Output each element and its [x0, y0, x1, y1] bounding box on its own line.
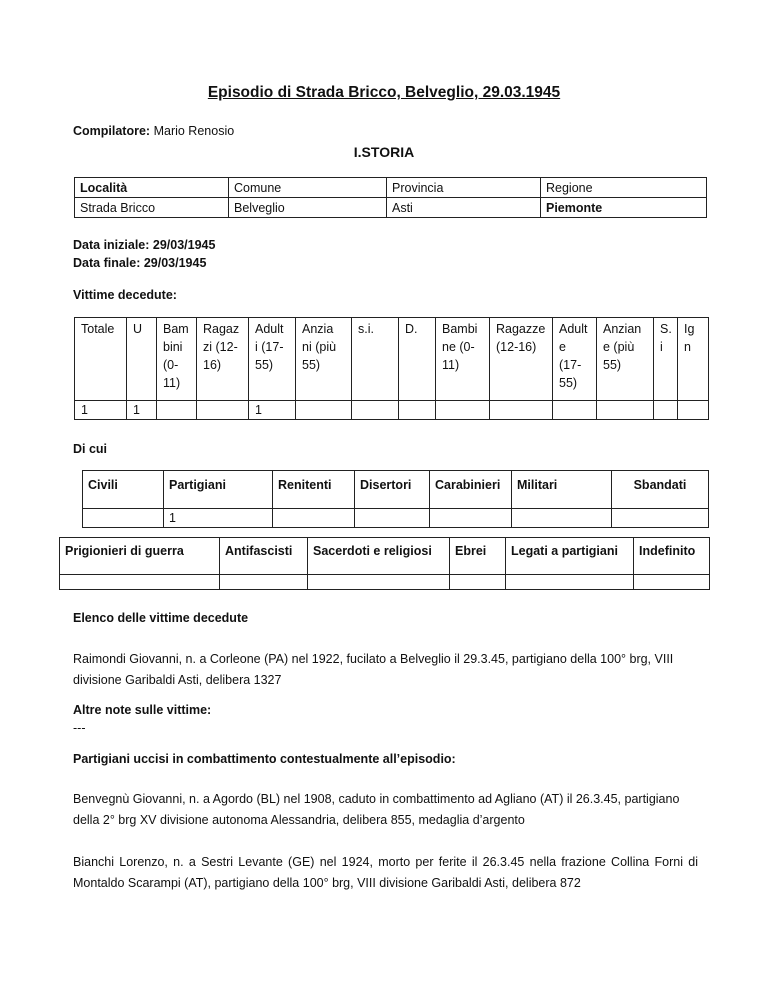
- category-header-ebrei: Ebrei: [450, 538, 506, 575]
- location-header-provincia: Provincia: [387, 178, 541, 198]
- category-value-cell: [355, 509, 430, 528]
- victims-header-cell: Bam bini (0-11): [157, 318, 197, 401]
- victims-value-cell: [597, 401, 654, 420]
- victims-value-cell: [490, 401, 553, 420]
- category-header-indefinito: Indefinito: [634, 538, 710, 575]
- victims-header-cell: Bambi ne (0-11): [436, 318, 490, 401]
- location-value-comune: Belveglio: [229, 198, 387, 218]
- victims-value-row: [75, 401, 709, 420]
- victims-value-cell: [678, 401, 709, 420]
- compiler-name: Mario Renosio: [153, 124, 235, 138]
- victims-header-cell: Anzian e (più 55): [597, 318, 654, 401]
- category-value-cell: [512, 509, 612, 528]
- category-value-cell: [430, 509, 512, 528]
- category-header-sacerdoti: Sacerdoti e religiosi: [308, 538, 450, 575]
- category-value-cell: [450, 575, 506, 590]
- victims-header-cell: Adult e (17-55): [553, 318, 597, 401]
- victims-header-cell: U: [127, 318, 157, 401]
- victims-value-cell: [296, 401, 352, 420]
- category-value-cell: [308, 575, 450, 590]
- dates-block: [73, 236, 215, 272]
- victims-header-cell: Ragazze (12-16): [490, 318, 553, 401]
- location-header-comune: Comune: [229, 178, 387, 198]
- categories2-value-row: [60, 575, 710, 590]
- victims-table: [74, 317, 709, 420]
- victims-label: Vittime decedute:: [73, 288, 177, 302]
- victims-header-cell: Ragaz zi (12-16): [197, 318, 249, 401]
- section-title: I.STORIA: [353, 144, 415, 160]
- category-header-antifascisti: Antifascisti: [220, 538, 308, 575]
- start-date: Data iniziale: 29/03/1945: [73, 238, 216, 252]
- category-value-cell: [612, 509, 709, 528]
- di-cui-label: Di cui: [73, 442, 108, 456]
- category-value-cell: [506, 575, 634, 590]
- victims-header-row: [75, 318, 709, 401]
- location-value-row: [75, 198, 707, 218]
- category-header-legati: Legati a partigiani: [506, 538, 634, 575]
- victims-header-cell: S. i: [654, 318, 678, 401]
- end-date: Data finale: 29/03/1945: [73, 256, 207, 270]
- categories-table-1: [82, 470, 709, 528]
- category-header-renitenti: Renitenti: [273, 471, 355, 509]
- victims-header-cell: Ig n: [678, 318, 709, 401]
- victims-value-cell: 1: [249, 401, 296, 420]
- category-header-disertori: Disertori: [355, 471, 430, 509]
- categories1-header-row: [83, 471, 709, 509]
- category-value-cell: [220, 575, 308, 590]
- compiler-label: Compilatore:: [73, 124, 151, 138]
- victims-header-cell: Totale: [75, 318, 127, 401]
- categories2-header-row: [60, 538, 710, 575]
- victims-value-cell: [197, 401, 249, 420]
- other-notes-heading: Altre note sulle vittime:: [73, 703, 212, 717]
- location-value-regione: Piemonte: [541, 198, 707, 218]
- categories1-value-row: [83, 509, 709, 528]
- location-header-localita: Località: [75, 178, 229, 198]
- victims-header-cell: Anzia ni (più 55): [296, 318, 352, 401]
- victims-value-cell: 1: [75, 401, 127, 420]
- category-header-partigiani: Partigiani: [164, 471, 273, 509]
- victims-value-cell: [654, 401, 678, 420]
- compiler-line: [73, 124, 234, 138]
- category-value-cell: [273, 509, 355, 528]
- location-value-localita: Strada Bricco: [75, 198, 229, 218]
- victims-list-entry: Raimondi Giovanni, n. a Corleone (PA) nel 1922, fucilato a Belveglio il 29.3.45, partigiano della 100° brg, VIII divisione Garibaldi Asti, delibera 1327: [73, 652, 674, 687]
- category-header-civili: Civili: [83, 471, 164, 509]
- partisan-entry: Benvegnù Giovanni, n. a Agordo (BL) nel 1908, caduto in combattimento ad Agliano (AT) il 26.3.45, partigiano della 2° brg XV divisione autonoma Alessandria, delibera 855, medaglia d’argento: [73, 792, 680, 827]
- document-title: Episodio di Strada Bricco, Belveglio, 29.03.1945: [207, 84, 561, 101]
- location-table: [74, 177, 707, 218]
- category-value-cell: [60, 575, 220, 590]
- victims-value-cell: [436, 401, 490, 420]
- category-value-cell: [634, 575, 710, 590]
- category-header-prigionieri: Prigionieri di guerra: [60, 538, 220, 575]
- other-notes-text: ---: [73, 721, 86, 735]
- partisans-heading: Partigiani uccisi in combattimento contestualmente all’episodio:: [73, 752, 456, 766]
- victims-header-cell: Adult i (17-55): [249, 318, 296, 401]
- location-header-row: [75, 178, 707, 198]
- location-header-regione: Regione: [541, 178, 707, 198]
- victims-header-cell: s.i.: [352, 318, 399, 401]
- category-header-militari: Militari: [512, 471, 612, 509]
- victims-value-cell: [352, 401, 399, 420]
- victims-value-cell: [553, 401, 597, 420]
- category-header-sbandati: Sbandati: [612, 471, 709, 509]
- categories-table-2: [59, 537, 710, 590]
- victims-value-cell: [399, 401, 436, 420]
- category-header-carabinieri: Carabinieri: [430, 471, 512, 509]
- victims-value-cell: 1: [127, 401, 157, 420]
- partisan-entry: Bianchi Lorenzo, n. a Sestri Levante (GE) nel 1924, morto per ferite il 26.3.45 nella frazione Collina Forni di Montaldo Scarampi (AT), partigiano della 100° brg, VIII divisione Garibaldi Asti, delibera 872: [73, 855, 698, 890]
- victims-header-cell: D.: [399, 318, 436, 401]
- victims-value-cell: [157, 401, 197, 420]
- category-value-cell: 1: [164, 509, 273, 528]
- victims-list-heading: Elenco delle vittime decedute: [73, 611, 249, 625]
- category-value-cell: [83, 509, 164, 528]
- location-value-provincia: Asti: [387, 198, 541, 218]
